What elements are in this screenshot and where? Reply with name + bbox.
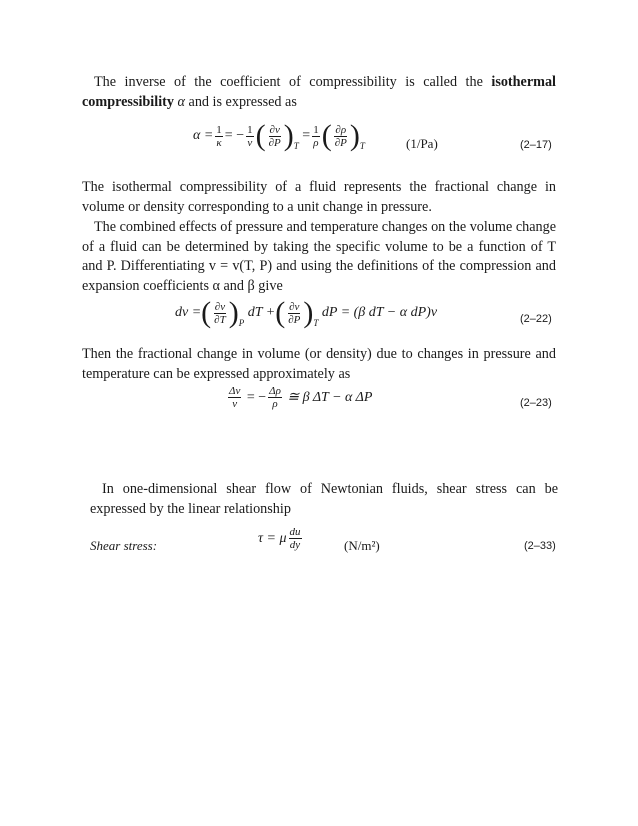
partial-derivative: $\frac{\partial\rho}{\partial P}$	[334, 123, 347, 149]
paragraph-shear-flow: In one-dimensional shear flow of Newtonian fluids, shear stress can be expressed by the linear relationship	[90, 481, 558, 517]
fraction: $\frac{1}{\rho}$	[313, 123, 319, 149]
equation-number: (2–22)	[520, 313, 552, 325]
paragraph-compressibility-meaning: The isothermal compressibility of a fluid represents the fractional change in volume or density corresponding to a unit change in pressure.	[82, 179, 556, 215]
fraction: $\frac{\Delta\rho}{\rho}$	[269, 385, 281, 410]
paragraph-text: and is expressed as	[184, 93, 297, 110]
equation-2-17: α = $\frac{1}{\kappa}$ = − $\frac{1}{v}$ ( $\frac{\partial v}{\partial P}$ ) T = $\frac{1}{\rho}$ ( $\frac{\partial\rho}{\partial P}$ ) T	[193, 119, 365, 152]
equation-units: (1/Pa)	[406, 136, 438, 151]
equation-number: (2–17)	[520, 139, 552, 151]
equation-number: (2–23)	[520, 397, 552, 409]
paragraph-isothermal-compressibility	[82, 73, 556, 112]
paragraph-text: The inverse of the coefficient of compressibility is called the	[94, 74, 492, 90]
partial-derivative: $\frac{\partial v}{\partial T}$	[214, 300, 226, 326]
equation-2-33	[258, 526, 304, 551]
partial-derivative: $\frac{\partial v}{\partial P}$	[268, 123, 281, 149]
fraction: $\frac{du}{dy}$	[289, 526, 301, 551]
equation-lhs: dv =	[175, 305, 202, 320]
fraction: $\frac{1}{\kappa}$	[216, 123, 222, 149]
equation-number: (2–33)	[524, 540, 556, 552]
equation-2-22: dv = ( $\frac{\partial v}{\partial T}$ ) P dT + ( $\frac{\partial v}{\partial P}$ ) T dP = (β dT − α dP)v	[175, 296, 438, 329]
equation-label: Shear stress:	[90, 538, 158, 553]
bold-term: isothermal compressibility	[82, 74, 556, 110]
paragraph-fractional-change: Then the fractional change in volume (or density) due to changes in pressure and temperature can be expressed approximately as	[82, 346, 556, 382]
equation-lhs: τ = μ	[258, 530, 287, 546]
paragraph-combined-effects: The combined effects of pressure and temperature changes on the volume change of a fluid can be determined by taking the specific volume to be a function of T and P. Differentiating v = v(T, P) and using the definitions of the compression and expansion coefficients α and β give	[82, 219, 556, 294]
alpha-symbol: α	[173, 93, 185, 110]
fraction: $\frac{\Delta v}{v}$	[229, 385, 241, 410]
equation-2-23: $\frac{\Delta v}{v}$ = − $\frac{\Delta\rho}{\rho}$ ≅ β ΔT − α ΔP	[229, 385, 373, 410]
fraction: $\frac{1}{v}$	[247, 123, 253, 149]
partial-derivative: $\frac{\partial v}{\partial P}$	[288, 300, 301, 326]
equation-lhs: α =	[193, 128, 214, 143]
equation-units: (N/m²)	[344, 538, 380, 553]
